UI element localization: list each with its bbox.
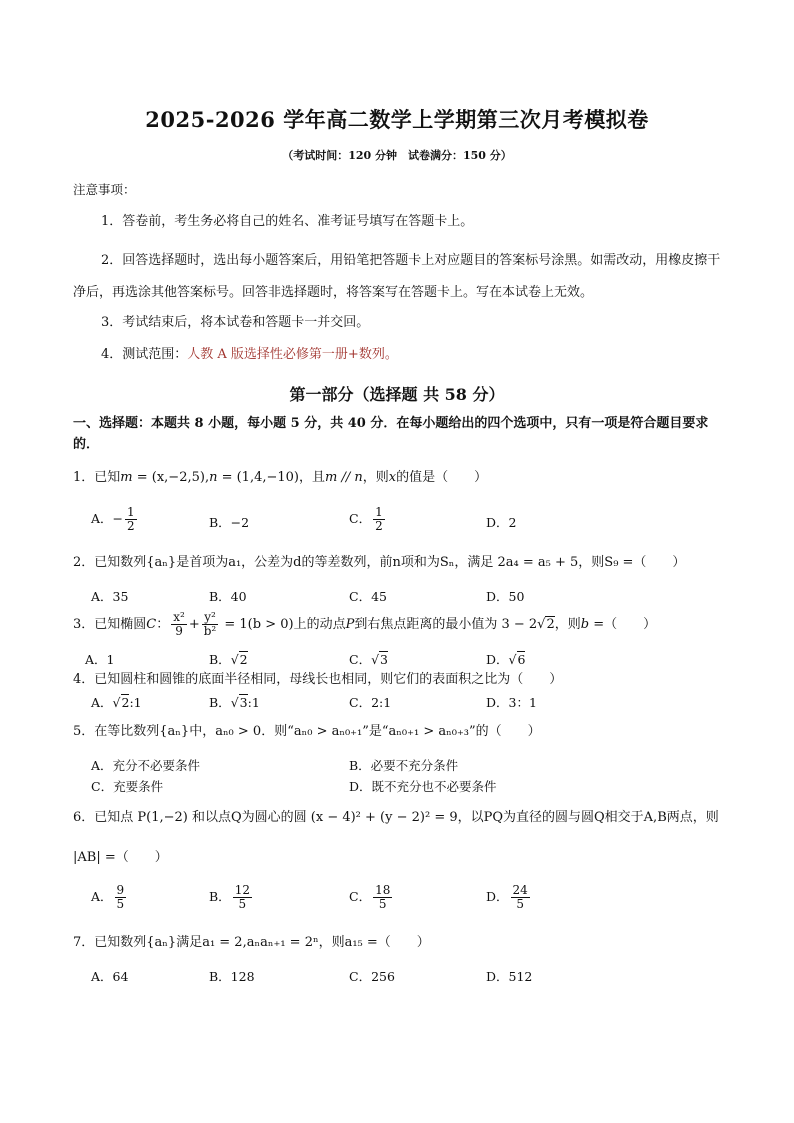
- q7-option-a: A．64: [91, 969, 129, 984]
- q1-option-a: A．− $\frac{1}{2}$: [91, 505, 135, 533]
- question-6-line-2: |AB| =（ ）: [73, 850, 168, 865]
- q6-option-c: C． $\frac{18}{5}$: [349, 883, 391, 911]
- q5-option-c: C．充要条件: [91, 779, 164, 794]
- q4-option-a: A．√2:1: [91, 695, 142, 710]
- question-5: 5．在等比数列{aₙ}中，aₙ₀ > 0．则“aₙ₀ > aₙ₀₊₁”是“aₙ₀₊₁ > aₙ₀₊₃”的（ ）: [73, 724, 541, 739]
- q3-option-d: D．√6: [486, 652, 526, 667]
- q4-option-d: D．3：1: [486, 695, 537, 710]
- q1-a-fraction: $\frac{1}{2}$: [127, 505, 135, 533]
- q1-option-d: D．2: [486, 515, 517, 530]
- q6-option-a: A． $\frac{9}{5}$: [91, 883, 125, 911]
- q3-x-fraction: $\frac{\text{x²}}{9}$: [173, 610, 185, 638]
- test-scope: 人教 A 版选择性必修第一册+数列。: [187, 347, 398, 362]
- notice-heading: 注意事项：: [73, 182, 136, 197]
- q1-c-fraction: $\frac{1}{2}$: [375, 505, 383, 533]
- q7-option-c: C．256: [349, 969, 395, 984]
- q6-option-b: B． $\frac{12}{5}$: [209, 883, 250, 911]
- part-title: 第一部分（选择题 共 58 分）: [289, 385, 505, 404]
- notice-item-3: 3．考试结束后，将本试卷和答题卡一并交回。: [101, 315, 370, 330]
- question-2: 2．已知数列{aₙ}是首项为a₁，公差为d的等差数列，前n项和为Sₙ，满足 2a₄ = a₅ + 5，则S₉ =（ ）: [73, 555, 686, 570]
- q1-stem-c: ，则: [362, 470, 389, 485]
- question-4: 4．已知圆柱和圆锥的底面半径相同，母线长也相同，则它们的表面积之比为（ ）: [73, 672, 563, 687]
- q3-option-c: C．√3: [349, 652, 388, 667]
- q1-n-value: = (1,4,−10): [217, 470, 299, 485]
- question-3: 3．已知椭圆C： $\frac{\text{x²}}{9}$ + $\frac{\text{y²}}{\text{b²}}$ = 1(b > 0)上的动点P到右焦点距离的最小值为 3 − 2√2，则b =（ ）: [73, 610, 657, 638]
- q6-option-d: D． $\frac{24}{5}$: [486, 883, 528, 911]
- q5-option-b: B．必要不充分条件: [349, 758, 459, 773]
- q2-option-b: B．40: [209, 589, 247, 604]
- q7-option-d: D．512: [486, 969, 533, 984]
- q2-option-d: D．50: [486, 589, 525, 604]
- q4-option-b: B．√3:1: [209, 695, 260, 710]
- notice-item-4-prefix: 4．测试范围：: [101, 347, 188, 362]
- section-intro: 一、选择题：本题共 8 小题，每小题 5 分，共 40 分．在每小题给出的四个选项中，只有一项是符合题目要求的．: [73, 416, 709, 452]
- q3-option-b: B．√2: [209, 652, 248, 667]
- q2-option-c: C．45: [349, 589, 387, 604]
- q1-m-value: = (x,−2,5),: [132, 470, 210, 485]
- q2-option-a: A．35: [91, 589, 129, 604]
- q1-option-b: B．−2: [209, 515, 250, 530]
- q1-x: x: [388, 470, 397, 485]
- exam-subtitle: （考试时间：120 分钟 试卷满分：150 分）: [282, 149, 512, 162]
- notice-item-1: 1．答卷前，考生务必将自己的姓名、准考证号填写在答题卡上。: [101, 214, 474, 229]
- q1-parallel: m // n: [325, 470, 363, 485]
- q1-n-vector: n: [209, 470, 218, 485]
- q1-m-vector: m: [120, 470, 133, 485]
- q7-option-b: B．128: [209, 969, 255, 984]
- question-1: [73, 468, 733, 488]
- q1-stem-a: 1．已知: [73, 470, 121, 485]
- notice-item-4: [73, 345, 723, 365]
- q1-stem-d: 的值是（ ）: [396, 470, 488, 485]
- question-6-line-1: 6．已知点 P(1,−2) 和以点Q为圆心的圆 (x − 4)² + (y − 2)² = 9，以PQ为直径的圆与圆Q相交于A,B两点，则: [73, 810, 719, 825]
- q3-option-a: A．1: [85, 652, 115, 667]
- question-7: 7．已知数列{aₙ}满足a₁ = 2,aₙaₙ₊₁ = 2ⁿ，则a₁₅ =（ ）: [73, 935, 430, 950]
- q1-option-c: C． $\frac{1}{2}$: [349, 505, 383, 533]
- q5-option-a: A．充分不必要条件: [91, 758, 201, 773]
- page-title: 2025-2026 学年高二数学上学期第三次月考模拟卷: [145, 107, 649, 132]
- q5-option-d: D．既不充分也不必要条件: [349, 779, 497, 794]
- q4-option-c: C．2:1: [349, 695, 392, 710]
- q1-stem-b: ，且: [299, 470, 326, 485]
- q3-y-fraction: $\frac{\text{y²}}{\text{b²}}$: [203, 610, 217, 638]
- notice-item-2: 2．回答选择题时，选出每小题答案后，用铅笔把答题卡上对应题目的答案标号涂黑。如需改动，用橡皮擦干净后，再选涂其他答案标号。回答非选择题时，将答案写在答题卡上。写在本试卷上无效。: [73, 253, 721, 300]
